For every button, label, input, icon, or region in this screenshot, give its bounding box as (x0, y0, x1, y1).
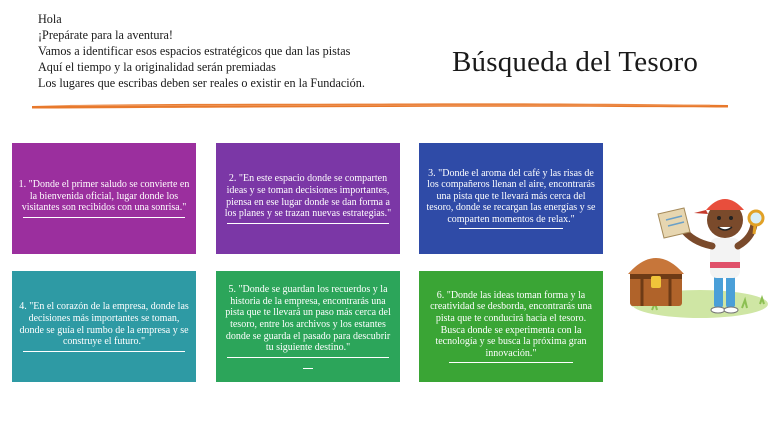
treasure-hunter-kid-with-chest-icon (622, 176, 768, 328)
clue-card-3-answer-line (459, 228, 562, 229)
intro-line-identify: Vamos a identificar esos espacios estratégicos que dan las pistas (38, 44, 351, 58)
page-title: Búsqueda del Tesoro (452, 46, 699, 78)
clue-card-6 (419, 271, 603, 382)
brush-divider (30, 98, 730, 112)
intro-line-time: Aquí el tiempo y la originalidad serán premiadas (38, 60, 276, 74)
clue-card-2 (216, 143, 400, 254)
clue-card-5-text: 5. "Donde se guardan los recuerdos y la historia de la empresa, encontrarás una pista que te llevará un paso más cerca del tesoro, entre los archivos y los estantes donde se guarda el pasado para descubrir tu siguiente destino." (225, 284, 391, 354)
intro-line-rules: Los lugares que escribas deben ser reales o existir en la Fundación. (38, 76, 365, 90)
clue-card-1 (12, 143, 196, 254)
clue-card-5-answer-dash (303, 368, 313, 369)
clue-card-2-answer-line (227, 223, 389, 224)
clue-card-6-text: 6. "Donde las ideas toman forma y la creatividad se desborda, encontrarás una pista que te conducirá hacia el tesoro. Busca donde se experimenta con la tecnología y se busca la próxima gran innovación." (430, 289, 592, 359)
clue-card-5 (216, 271, 400, 382)
clue-card-2-text: 2. "En este espacio donde se comparten ideas y se toman decisiones importantes, piensa en ese lugar donde se dan forma a los planes y se trazan nuevas estrategias." (224, 173, 392, 220)
clue-card-1-text: 1. "Donde el primer saludo se convierte en la bienvenida oficial, lugar donde los visitantes son recibidos con una sonrisa." (18, 179, 190, 214)
clue-card-1-answer-line (23, 217, 185, 218)
intro-text (38, 11, 365, 91)
clue-card-4-text: 4. "En el corazón de la empresa, donde las decisiones más importantes se toman, donde se guía el rumbo de la empresa y se construye el futuro." (19, 301, 189, 348)
intro-line-prepare: ¡Prepárate para la aventura! (38, 28, 173, 42)
clue-card-3 (419, 143, 603, 254)
clue-card-3-text: 3. "Donde el aroma del café y las risas de los compañeros llenan el aire, encontrarás una pista que te llevará más cerca del tesoro, donde se recargan las energías y se comparten momentos de relax." (426, 167, 596, 225)
clue-card-4-answer-line (23, 351, 185, 352)
intro-line-greeting: Hola (38, 12, 62, 26)
clue-card-4 (12, 271, 196, 382)
clue-card-5-answer-line (227, 357, 389, 358)
clue-card-6-answer-line (449, 362, 573, 363)
